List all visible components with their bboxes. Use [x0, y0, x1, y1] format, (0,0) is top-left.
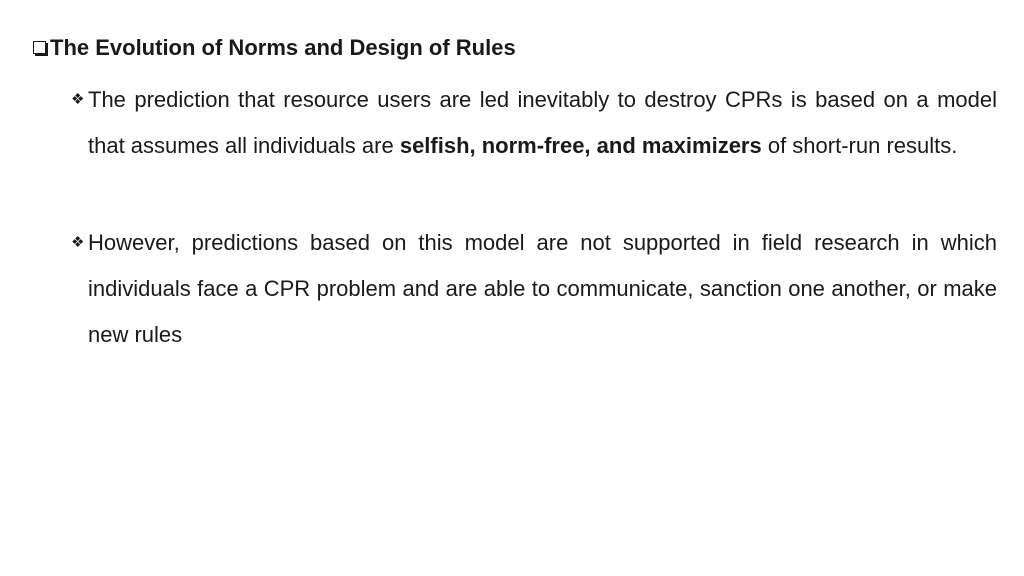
four-diamond-icon: ❖	[71, 234, 85, 251]
bullet-item-1	[71, 77, 997, 169]
slide-heading	[33, 34, 516, 62]
bullet-1-text-post: of short-run results.	[761, 133, 958, 158]
hollow-square-icon	[33, 41, 46, 54]
bullet-1-text-bold: selfish, norm-free, and maximizers	[399, 133, 762, 158]
bullet-2-text: However, predictions based on this model are not supported in field research in which individuals face a CPR problem and are able to communicate, sanction one another, or make new rules	[88, 230, 997, 347]
four-diamond-icon: ❖	[71, 91, 85, 108]
heading-text: The Evolution of Norms and Design of Rules	[50, 35, 516, 60]
bullet-item-2	[71, 220, 997, 358]
bullet-1-text-pre: The prediction that resource users are led inevitably to destroy CPRs is based on a model that assumes all individuals are	[88, 87, 997, 158]
